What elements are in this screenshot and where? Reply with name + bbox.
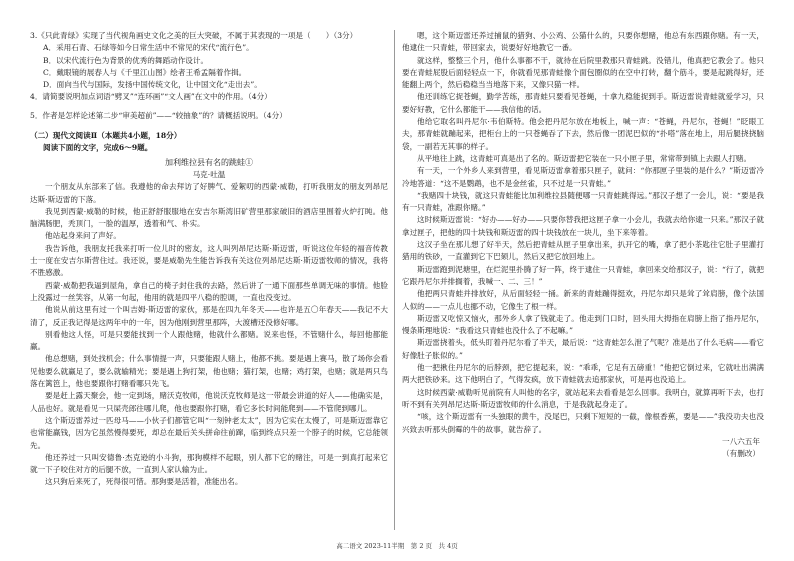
- article-paragraph: “我赌四十块钱，就这只青蛙能比加利维拉县随便哪一只青蛙跳得远。”那汉子想了一会儿，说：“要是我有一只青蛙，准跟你赌。”: [402, 190, 764, 213]
- article-paragraph: 这个斯迈雷养过一匹母马——小伙子们都管它叫“一刻钟老太太”，因为它实在太慢了，可是斯迈雷靠它也常能赢钱，因为它虽然慢得要死，却总在最后关头拼命往前蹿，临到终点只差一个脖子的时候，它总能领先。: [30, 415, 388, 450]
- article-paragraph: 他还训练它捉苍蝇，勤学苦练，那青蛙只要看见苍蝇，十拿九稳能捉到手。斯迈雷说青蛙就爱学习，只要好好教，它什么都能干——我信他的话。: [402, 92, 764, 114]
- article-date: 一八六五年: [722, 436, 760, 446]
- article-paragraph: 这只狗后来死了，死得很可惜。那狗要是活着，准能出名。: [45, 477, 243, 487]
- article-paragraph: “咳，这个斯迈雷有一头独眼的黄牛，没尾巴，只剩下短短的一截，像根香蕉，要是——”我没功夫也没兴致去听那头倒霉的牛的故事，就告辞了。: [402, 412, 764, 434]
- question-3-option-a: A．采用石青、石绿等如今日常生活中不常见的宋代“流行色”。: [43, 43, 254, 53]
- article-paragraph: 他站起身来问了声好。: [45, 231, 121, 241]
- article-right-body: [402, 30, 764, 436]
- section-heading: （二）现代文阅读Ⅱ（本题共4小题，18分）: [30, 131, 182, 141]
- section-instruction: 阅读下面的文字，完成6～9题。: [43, 143, 153, 153]
- left-column: [30, 30, 388, 489]
- article-paragraph: 西蒙·威勒把我逼到屋角，拿自己的椅子封住我的去路，然后讲了一通下面那些单调无味的事情。他脸上没露过一丝笑容，从第一句起，他用的就是四平八稳的腔调，一直也没变过。: [30, 280, 388, 302]
- article-paragraph: 这时候斯迈雷说：“好办——好办——只要你替我把这匣子拿一小会儿，我就去给你逮一只来。”那汉子就拿过匣子，把他的四十块钱和斯迈雷的四十块钱放在一块儿，坐下来等着。: [402, 215, 764, 237]
- question-4: 4．请简要说明加点词语“劈叉”“连环画”“文人画”在文中的作用。（4分）: [30, 92, 272, 102]
- question-3-option-d: D．面向当代与国际，发扬中国传统文化，让中国文化“走出去”。: [43, 80, 262, 90]
- article-title: 加利维拉县有名的跳蛙①: [165, 157, 253, 167]
- question-3: 3.《只此青绿》实现了当代视角画史文化之美的巨大突破，不属于其表现的一项是（ ）（3分）: [30, 31, 358, 40]
- article-paragraph: 他给它取名叫丹尼尔·韦伯斯特。他会把丹尼尔放在地板上，喊一声：“苍蝇，丹尼尔，苍蝇！”眨眼工夫，那青蛙就蹦起来，把柜台上的一只苍蝇吞了下去，然后像一团泥巴似的“扑嗒”落在地上，用后腿挠挠脑袋，一副若无其事的样子。: [402, 117, 764, 151]
- article-paragraph: 这汉子坐在那儿想了好半天，然后把青蛙从匣子里拿出来，扒开它的嘴，拿了把小茶匙往它肚子里灌打猎用的铁砂，一直灌到它下巴颏儿，然后又把它放回地上。: [402, 240, 764, 262]
- question-3-option-c: C．戴眼镜的展春人与《千里江山图》绘者王希孟隔着作揖。: [43, 67, 247, 77]
- article-paragraph: 他还养过一只叫安德鲁·杰克逊的小斗狗，那狗模样不起眼，别人都下它的赌注，可是一到真打起来它就一下子咬住对方的后腿不放，一直到人家认输为止。: [30, 452, 388, 475]
- article-paragraph: 从平地往上跳，这青蛙可真是出了名的。斯迈雷把它装在一只小匣子里，常常带到镇上去跟人打赌。: [417, 153, 752, 163]
- right-column: [402, 30, 764, 460]
- article-paragraph: 有一天，一个外乡人来到营里，看见斯迈雷拿着那只匣子，就问：“你那匣子里装的是什么？”斯迈雷冷冷地答道：“这不是鹦鹉，也不是金丝雀，只不过是一只青蛙。”: [402, 166, 764, 188]
- question-5: 5．作者是怎样论述第二步“审美超前”——“较抽象”的？请概括说明。（4分）: [30, 110, 287, 120]
- article-note: （有删改）: [722, 449, 760, 459]
- article-paragraph: 别看他这人怪，可是只要能找到一个人跟他赌，他就什么都赌。说来也怪，不管赌什么，每回他都能赢。: [30, 329, 388, 352]
- article-paragraph: 就这样，整整三个月，他什么事都不干，就待在后院里教那只青蛙跳。没错儿，他真把它教会了。他只要在青蛙屁股后面轻轻点一下，你就看见那青蛙像个面包圈似的在空中打转，翻个筋斗，要是起跳得好，还能翻上两个，然后稳稳当当地落下来，又像只猫一样。: [402, 55, 764, 90]
- article-paragraph: 斯迈雷又吃惊又恼火，那外乡人拿了钱就走了。他走到门口时，回头用大拇指在肩膀上指了指丹尼尔，慢条斯理地说：“我看这只青蛙也没什么了不起嘛。”: [402, 313, 764, 336]
- article-paragraph: 他总想赌，到处找机会；什么事情提一声，只要能跟人赌上，他都不挑。要是遇上赛马，散了场你会看见他要么就赢足了，要么就输精光；要是遇上狗打架，他也赌；猫打架，也赌；鸡打架，也赌；就是两只鸟落在篱笆上，他也要跟你打赌看哪只先飞。: [30, 354, 388, 389]
- article-author: 马克·吐温: [192, 169, 226, 179]
- article-paragraph: 他一把揪住丹尼尔的后脖颈，把它提起来，说：“乖乖，它足有五磅重！”他把它倒过来，它就吐出满满两大把铁砂来。这下他明白了，气得发疯，放下青蛙就去追那家伙，可是再也没追上。: [402, 363, 764, 385]
- column-divider: [394, 30, 395, 530]
- article-paragraph: 我见到西蒙·威勒的时候，他正舒舒服服地在安吉尔斯湾旧矿营里那家破旧的酒店里围着火炉打盹。他脑满肠肥，秃顶门，一脸的温厚，透着和气、朴实。: [30, 206, 388, 229]
- page-footer: 高二语文 2023-11半期 第 2 页 共 4页: [336, 542, 458, 550]
- article-paragraph: 斯迈雷挠着头，低头盯着丹尼尔看了半天，最后说：“这青蛙怎么泄了气呢？准是出了什么毛病——看它好像肚子胀似的。”: [402, 338, 764, 360]
- article-paragraph: 嗯，这个斯迈雷还养过捕鼠的猎狗、小公鸡、公猫什么的，只要你想赌，他总有东西跟你赌。有一天，他逮住一只青蛙，带回家去，说要好好地教它一番。: [402, 31, 764, 53]
- article-paragraph: 一个朋友从东部来了信。我遵他的命去拜访了好脾气、爱絮叨的西蒙·威勒，打听我朋友的朋友列昂尼达斯·斯迈雷的下落。: [30, 182, 388, 204]
- article-paragraph: 他把两只青蛙并排放好，从后面轻轻一捅。新来的青蛙蹦得挺欢，丹尼尔却只是耸了耸肩膀，像个法国人似的——一点儿也挪不动，它像生了根一样。: [402, 289, 764, 311]
- article-left-body: [30, 181, 388, 488]
- article-paragraph: 这时候西蒙·威勒听见前院有人叫他的名字，就站起来去看看是怎么回事。我明白，就算再听下去，也打听不到有关列昂尼达斯·斯迈雷牧师的什么消息，于是我就起身走了。: [402, 387, 764, 409]
- article-paragraph: 他说从前这里有过一个叫吉姆·斯迈雷的家伙，那是在四九年冬天——也许是五〇年春天——我记不大清了，反正我记得是这两年中的一年，因为他刚到营里那阵，大渡槽还没修好哪。: [30, 305, 388, 327]
- article-paragraph: 斯迈雷跑到泥塘里，在烂泥里扑腾了好一阵，终于逮住一只青蛙，拿回来交给那汉子，说：“行了，就把它跟丹尼尔并排搁着，我喊一、二、三！”: [402, 264, 764, 286]
- question-3-option-b: B．以宋代流行色为背景的优秀的舞蹈动作设计。: [43, 55, 209, 65]
- article-paragraph: 要是赶上露天聚会，他一定到场，赌沃克牧师，他说沃克牧师是这一带最会讲道的好人——他确实是，人品也好。就是看见一只屎壳郎往哪儿爬，他也要跟你打赌，看它多长时间能爬到——不管爬到哪儿。: [30, 391, 388, 413]
- article-paragraph: 我告诉他，我朋友托我来打听一位儿时的密友，这人叫列昂尼达斯·斯迈雷，听说这位年轻的福音传教士一度在安吉尔斯营住过。我还说，要是威勒先生能告诉我有关这位列昂尼达斯·斯迈雷牧师的情况，我将不胜感激。: [30, 243, 388, 278]
